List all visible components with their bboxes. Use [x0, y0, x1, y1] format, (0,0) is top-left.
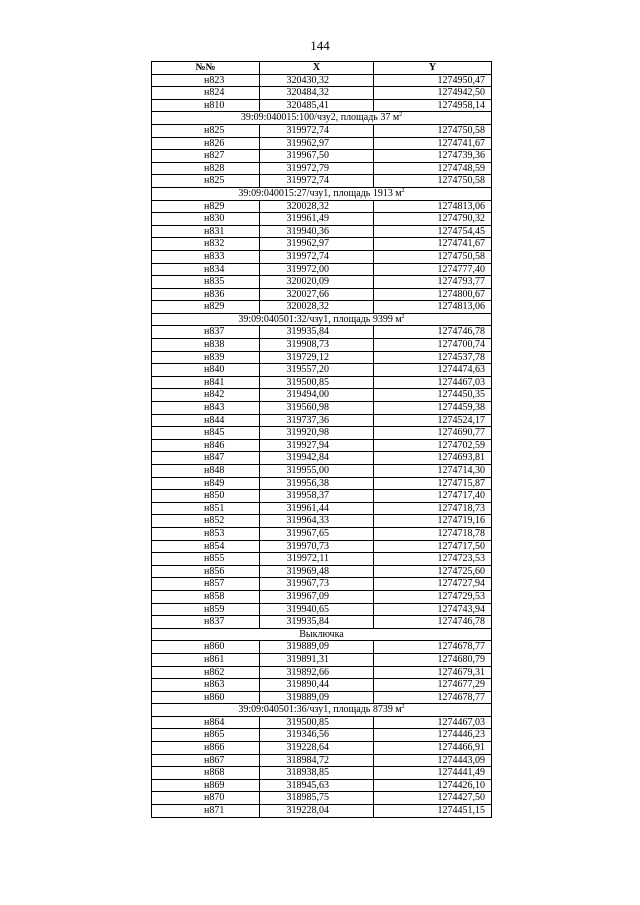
table-row [152, 590, 492, 603]
point-id-cell: н861 [152, 653, 260, 666]
table-row [152, 641, 492, 654]
x-coordinate-cell: 319500,85 [260, 376, 374, 389]
point-id-cell: н870 [152, 792, 260, 805]
point-id-cell: н826 [152, 137, 260, 150]
point-id-cell: н824 [152, 87, 260, 100]
point-id-cell: н857 [152, 578, 260, 591]
table-row [152, 553, 492, 566]
table-row [152, 276, 492, 289]
point-id-cell: н837 [152, 616, 260, 629]
area-unit: м [395, 704, 402, 716]
y-coordinate-cell: 1274813,06 [374, 301, 492, 314]
y-coordinate-cell: 1274729,53 [374, 590, 492, 603]
point-id-cell: н847 [152, 452, 260, 465]
point-id-cell: н840 [152, 364, 260, 377]
y-coordinate-cell: 1274750,58 [374, 175, 492, 188]
point-id-cell: н855 [152, 553, 260, 566]
y-coordinate-cell: 1274677,29 [374, 679, 492, 692]
y-coordinate-cell: 1274446,23 [374, 729, 492, 742]
table-row [152, 326, 492, 339]
x-coordinate-cell: 319961,44 [260, 502, 374, 515]
table-row [152, 124, 492, 137]
table-row [152, 490, 492, 503]
x-coordinate-cell: 319972,74 [260, 124, 374, 137]
y-coordinate-cell: 1274750,58 [374, 250, 492, 263]
x-coordinate-cell: 320028,32 [260, 301, 374, 314]
x-coordinate-cell: 319908,73 [260, 339, 374, 352]
table-row [152, 805, 492, 818]
table-row [152, 263, 492, 276]
x-coordinate-cell: 319956,38 [260, 477, 374, 490]
table-row [152, 603, 492, 616]
x-coordinate-cell: 320020,09 [260, 276, 374, 289]
x-coordinate-cell: 319942,84 [260, 452, 374, 465]
table-row [152, 87, 492, 100]
header-row [152, 62, 492, 75]
table-row [152, 175, 492, 188]
point-id-cell: н834 [152, 263, 260, 276]
x-coordinate-cell: 319967,73 [260, 578, 374, 591]
y-coordinate-cell: 1274426,10 [374, 779, 492, 792]
point-id-cell: н864 [152, 716, 260, 729]
x-coordinate-cell: 319961,49 [260, 213, 374, 226]
table-row [152, 238, 492, 251]
section-title [152, 704, 492, 717]
y-coordinate-cell: 1274725,60 [374, 565, 492, 578]
table-row [152, 213, 492, 226]
x-coordinate-cell: 320028,32 [260, 200, 374, 213]
x-coordinate-cell: 318985,75 [260, 792, 374, 805]
page-number: 144 [310, 38, 330, 53]
point-id-cell: н863 [152, 679, 260, 692]
point-id-cell: н849 [152, 477, 260, 490]
section-row [152, 313, 492, 326]
point-id-cell: н825 [152, 124, 260, 137]
point-id-cell: н867 [152, 754, 260, 767]
table-row [152, 162, 492, 175]
x-coordinate-cell: 319500,85 [260, 716, 374, 729]
table-row [152, 502, 492, 515]
table-row [152, 767, 492, 780]
y-coordinate-cell: 1274451,15 [374, 805, 492, 818]
table-row [152, 376, 492, 389]
table-row [152, 540, 492, 553]
x-coordinate-cell: 319889,09 [260, 641, 374, 654]
table-row [152, 754, 492, 767]
x-coordinate-cell: 319737,36 [260, 414, 374, 427]
column-header-number: №№ [152, 62, 260, 75]
area-unit-exponent: 2 [399, 112, 403, 119]
table-row [152, 578, 492, 591]
y-coordinate-cell: 1274727,94 [374, 578, 492, 591]
y-coordinate-cell: 1274467,03 [374, 716, 492, 729]
y-coordinate-cell: 1274741,67 [374, 238, 492, 251]
x-coordinate-cell: 318984,72 [260, 754, 374, 767]
point-id-cell: н838 [152, 339, 260, 352]
point-id-cell: н827 [152, 150, 260, 163]
x-coordinate-cell: 319560,98 [260, 402, 374, 415]
point-id-cell: н831 [152, 225, 260, 238]
x-coordinate-cell: 319927,94 [260, 439, 374, 452]
point-id-cell: н833 [152, 250, 260, 263]
coordinates-table [151, 61, 492, 818]
table-row [152, 288, 492, 301]
point-id-cell: н868 [152, 767, 260, 780]
y-coordinate-cell: 1274700,74 [374, 339, 492, 352]
y-coordinate-cell: 1274717,50 [374, 540, 492, 553]
table-row [152, 389, 492, 402]
column-header-y: Y [374, 62, 492, 75]
y-coordinate-cell: 1274427,50 [374, 792, 492, 805]
table-row [152, 402, 492, 415]
y-coordinate-cell: 1274678,77 [374, 691, 492, 704]
point-id-cell: н829 [152, 200, 260, 213]
area-unit: м [392, 112, 400, 124]
x-coordinate-cell: 319228,04 [260, 805, 374, 818]
point-id-cell: н830 [152, 213, 260, 226]
point-id-cell: н810 [152, 99, 260, 112]
area-unit: м [395, 187, 402, 199]
y-coordinate-cell: 1274723,53 [374, 553, 492, 566]
table-row [152, 666, 492, 679]
x-coordinate-cell: 319228,64 [260, 742, 374, 755]
point-id-cell: н865 [152, 729, 260, 742]
x-coordinate-cell: 319967,50 [260, 150, 374, 163]
table-row [152, 364, 492, 377]
table-header [152, 62, 492, 75]
point-id-cell: н871 [152, 805, 260, 818]
y-coordinate-cell: 1274680,79 [374, 653, 492, 666]
y-coordinate-cell: 1274958,14 [374, 99, 492, 112]
section-row [152, 628, 492, 641]
x-coordinate-cell: 319972,00 [260, 263, 374, 276]
y-coordinate-cell: 1274467,03 [374, 376, 492, 389]
y-coordinate-cell: 1274450,35 [374, 389, 492, 402]
column-header-x: X [260, 62, 374, 75]
point-id-cell: н823 [152, 74, 260, 87]
y-coordinate-cell: 1274679,31 [374, 666, 492, 679]
table-row [152, 225, 492, 238]
point-id-cell: н862 [152, 666, 260, 679]
table-row [152, 200, 492, 213]
x-coordinate-cell: 319969,48 [260, 565, 374, 578]
y-coordinate-cell: 1274690,77 [374, 427, 492, 440]
point-id-cell: н837 [152, 326, 260, 339]
point-id-cell: н854 [152, 540, 260, 553]
section-title [152, 628, 492, 641]
x-coordinate-cell: 319920,98 [260, 427, 374, 440]
point-id-cell: н828 [152, 162, 260, 175]
point-id-cell: н869 [152, 779, 260, 792]
y-coordinate-cell: 1274702,59 [374, 439, 492, 452]
x-coordinate-cell: 319557,20 [260, 364, 374, 377]
table-row [152, 565, 492, 578]
y-coordinate-cell: 1274739,36 [374, 150, 492, 163]
x-coordinate-cell: 319935,84 [260, 616, 374, 629]
y-coordinate-cell: 1274441,49 [374, 767, 492, 780]
point-id-cell: н839 [152, 351, 260, 364]
x-coordinate-cell: 319891,31 [260, 653, 374, 666]
y-coordinate-cell: 1274715,87 [374, 477, 492, 490]
x-coordinate-cell: 319970,73 [260, 540, 374, 553]
point-id-cell: н860 [152, 641, 260, 654]
x-coordinate-cell: 319967,65 [260, 527, 374, 540]
x-coordinate-cell: 319962,97 [260, 238, 374, 251]
x-coordinate-cell: 319972,79 [260, 162, 374, 175]
point-id-cell: н842 [152, 389, 260, 402]
y-coordinate-cell: 1274950,47 [374, 74, 492, 87]
table-row [152, 301, 492, 314]
table-row [152, 452, 492, 465]
table-row [152, 250, 492, 263]
y-coordinate-cell: 1274717,40 [374, 490, 492, 503]
section-row [152, 187, 492, 200]
x-coordinate-cell: 320430,32 [260, 74, 374, 87]
x-coordinate-cell: 319890,44 [260, 679, 374, 692]
y-coordinate-cell: 1274800,67 [374, 288, 492, 301]
x-coordinate-cell: 319972,74 [260, 175, 374, 188]
table-row [152, 477, 492, 490]
table-row [152, 351, 492, 364]
y-coordinate-cell: 1274942,50 [374, 87, 492, 100]
area-unit-exponent: 2 [401, 704, 405, 711]
y-coordinate-cell: 1274474,63 [374, 364, 492, 377]
x-coordinate-cell: 319346,56 [260, 729, 374, 742]
y-coordinate-cell: 1274466,91 [374, 742, 492, 755]
x-coordinate-cell: 318938,85 [260, 767, 374, 780]
y-coordinate-cell: 1274459,38 [374, 402, 492, 415]
y-coordinate-cell: 1274524,17 [374, 414, 492, 427]
point-id-cell: н852 [152, 515, 260, 528]
table-row [152, 742, 492, 755]
y-coordinate-cell: 1274777,40 [374, 263, 492, 276]
table-row [152, 427, 492, 440]
table-row [152, 137, 492, 150]
point-id-cell: н848 [152, 465, 260, 478]
y-coordinate-cell: 1274714,30 [374, 465, 492, 478]
table-row [152, 716, 492, 729]
x-coordinate-cell: 319729,12 [260, 351, 374, 364]
point-id-cell: н858 [152, 590, 260, 603]
point-id-cell: н856 [152, 565, 260, 578]
x-coordinate-cell: 319494,00 [260, 389, 374, 402]
table-row [152, 515, 492, 528]
point-id-cell: н860 [152, 691, 260, 704]
point-id-cell: н825 [152, 175, 260, 188]
section-title [152, 187, 492, 200]
x-coordinate-cell: 319955,00 [260, 465, 374, 478]
table-row [152, 150, 492, 163]
section-label: 39:09:040015:27/чзу1, площадь 1913 [238, 187, 393, 199]
point-id-cell: н853 [152, 527, 260, 540]
x-coordinate-cell: 320484,32 [260, 87, 374, 100]
point-id-cell: н841 [152, 376, 260, 389]
y-coordinate-cell: 1274719,16 [374, 515, 492, 528]
table-body [152, 74, 492, 817]
area-unit-exponent: 2 [401, 187, 405, 194]
y-coordinate-cell: 1274750,58 [374, 124, 492, 137]
y-coordinate-cell: 1274813,06 [374, 200, 492, 213]
section-row [152, 112, 492, 125]
section-label: 39:09:040501:36/чзу1, площадь 8739 [238, 704, 393, 716]
point-id-cell: н866 [152, 742, 260, 755]
y-coordinate-cell: 1274754,45 [374, 225, 492, 238]
y-coordinate-cell: 1274693,81 [374, 452, 492, 465]
table-row [152, 792, 492, 805]
table-row [152, 74, 492, 87]
point-id-cell: н829 [152, 301, 260, 314]
x-coordinate-cell: 320485,41 [260, 99, 374, 112]
table-row [152, 729, 492, 742]
x-coordinate-cell: 319935,84 [260, 326, 374, 339]
section-label: 39:09:040015:100/чзу2, площадь 37 [240, 112, 391, 124]
point-id-cell: н835 [152, 276, 260, 289]
point-id-cell: н836 [152, 288, 260, 301]
section-row [152, 704, 492, 717]
section-label: 39:09:040501:32/чзу1, площадь 9399 [238, 313, 393, 325]
section-title [152, 313, 492, 326]
y-coordinate-cell: 1274678,77 [374, 641, 492, 654]
point-id-cell: н844 [152, 414, 260, 427]
y-coordinate-cell: 1274746,78 [374, 616, 492, 629]
x-coordinate-cell: 319940,36 [260, 225, 374, 238]
area-unit-exponent: 2 [401, 313, 405, 320]
table-row [152, 99, 492, 112]
y-coordinate-cell: 1274746,78 [374, 326, 492, 339]
x-coordinate-cell: 319962,97 [260, 137, 374, 150]
x-coordinate-cell: 319940,65 [260, 603, 374, 616]
y-coordinate-cell: 1274748,59 [374, 162, 492, 175]
y-coordinate-cell: 1274718,73 [374, 502, 492, 515]
table-row [152, 679, 492, 692]
x-coordinate-cell: 318945,63 [260, 779, 374, 792]
point-id-cell: н846 [152, 439, 260, 452]
x-coordinate-cell: 319958,37 [260, 490, 374, 503]
x-coordinate-cell: 319889,09 [260, 691, 374, 704]
table-row [152, 616, 492, 629]
y-coordinate-cell: 1274443,09 [374, 754, 492, 767]
y-coordinate-cell: 1274793,77 [374, 276, 492, 289]
x-coordinate-cell: 319964,33 [260, 515, 374, 528]
point-id-cell: н859 [152, 603, 260, 616]
y-coordinate-cell: 1274741,67 [374, 137, 492, 150]
point-id-cell: н845 [152, 427, 260, 440]
table-row [152, 691, 492, 704]
table-row [152, 414, 492, 427]
x-coordinate-cell: 319972,74 [260, 250, 374, 263]
x-coordinate-cell: 319892,66 [260, 666, 374, 679]
x-coordinate-cell: 320027,66 [260, 288, 374, 301]
table-row [152, 779, 492, 792]
y-coordinate-cell: 1274718,78 [374, 527, 492, 540]
y-coordinate-cell: 1274790,32 [374, 213, 492, 226]
point-id-cell: н843 [152, 402, 260, 415]
point-id-cell: н850 [152, 490, 260, 503]
table-row [152, 653, 492, 666]
table-row [152, 527, 492, 540]
x-coordinate-cell: 319972,11 [260, 553, 374, 566]
table-row [152, 339, 492, 352]
y-coordinate-cell: 1274743,94 [374, 603, 492, 616]
section-title [152, 112, 492, 125]
point-id-cell: н832 [152, 238, 260, 251]
table-row [152, 439, 492, 452]
y-coordinate-cell: 1274537,78 [374, 351, 492, 364]
section-label: Выключка [299, 628, 344, 640]
x-coordinate-cell: 319967,09 [260, 590, 374, 603]
point-id-cell: н851 [152, 502, 260, 515]
area-unit: м [395, 313, 402, 325]
table-row [152, 465, 492, 478]
